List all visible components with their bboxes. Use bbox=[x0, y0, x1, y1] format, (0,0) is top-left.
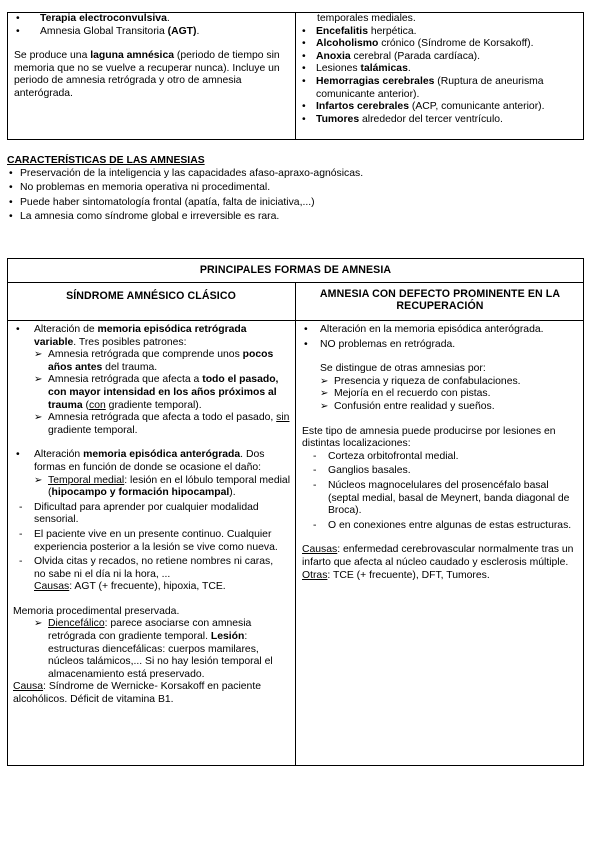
list-item: • Anoxia cerebral (Parada cardíaca). bbox=[300, 51, 582, 64]
list-item: • Amnesia Global Transitoria (AGT). bbox=[14, 26, 290, 39]
causas-line: Causas: AGT (+ frecuente), hipoxia, TCE. bbox=[34, 581, 226, 593]
list-item: - O en conexiones entre algunas de estas estructuras. bbox=[308, 520, 580, 533]
distinguish-text: Se distingue de otras amnesias por: bbox=[320, 363, 486, 375]
list-item: ➢ Confusión entre realidad y sueños. bbox=[320, 401, 580, 414]
list-item: • Infartos cerebrales (ACP, comunicante anterior). bbox=[300, 101, 582, 114]
list-item: • No problemas en memoria operativa ni procedimental. bbox=[7, 182, 587, 195]
list-item: ➢ Diencefálico: parece asociarse con amnesia retrógrada con gradiente temporal. Lesión: estructuras diencefálicas: cuerpos mamilares, núcleos talámicos,... Si no hay lesión temporal el almacenamiento está preservado. bbox=[34, 618, 290, 681]
list-item: • Tumores alrededor del tercer ventrículo. bbox=[300, 114, 582, 127]
procedural-memory: Memoria procedimental preservada. bbox=[13, 605, 180, 617]
characteristics-title: CARACTERÍSTICAS DE LAS AMNESIAS bbox=[7, 155, 205, 166]
causa-line: Causa: Síndrome de Wernicke- Korsakoff en paciente alcohólicos. Déficit de vitamina B1. bbox=[13, 681, 261, 706]
characteristics-list bbox=[7, 168, 587, 224]
list-item: ➢ Temporal medial: lesión en el lóbulo temporal medial (hipocampo y formación hipocampal). bbox=[34, 475, 290, 500]
right-column-header: AMNESIA CON DEFECTO PROMINENTE EN LA RECUPERACIÓN bbox=[319, 288, 561, 312]
list-item: - El paciente vive en un presente continuo. Cualquier experiencia posterior a la lesión se vive como nueva. bbox=[14, 529, 284, 554]
top-table-left-cell bbox=[14, 13, 290, 101]
top-table-right-cell bbox=[300, 13, 582, 126]
list-item: • La amnesia como síndrome global e irreversible es rara. bbox=[7, 211, 587, 224]
continuation-text: temporales mediales. bbox=[317, 13, 416, 24]
list-item: - Ganglios basales. bbox=[308, 465, 580, 478]
top-right-list bbox=[300, 26, 582, 127]
list-item: ➢ Presencia y riqueza de confabulaciones. bbox=[320, 376, 580, 389]
list-item: - Núcleos magnocelulares del prosencéfalo basal (septal medial, basal de Meynert, banda diagonal de Broca). bbox=[308, 480, 580, 518]
laguna-paragraph: Se produce una laguna amnésica (periodo de tiempo sin memoria que no se vuelve a recuperar nunca). Incluye un periodo de amnesia retrógrada y otro de amnesia anterógrada. bbox=[14, 50, 280, 99]
list-item: • Lesiones talámicas. bbox=[300, 63, 582, 76]
causas-paragraph: Causas: enfermedad cerebrovascular normalmente tras un infarto que afecta al núcleo caudado y esclerosis múltiple. Otras: TCE (+ frecuente), DFT, Tumores. bbox=[302, 544, 574, 581]
list-item: • Preservación de la inteligencia y las capacidades afaso-apraxo-agnósicas. bbox=[7, 168, 587, 181]
list-item: • Puede haber sintomatología frontal (apatía, falta de iniciativa,...) bbox=[7, 197, 587, 210]
lesion-intro: Este tipo de amnesia puede producirse por lesiones en distintas localizaciones: bbox=[302, 425, 556, 450]
right-column-content bbox=[302, 324, 580, 582]
list-item: • Alteración de memoria episódica retrógrada variable. Tres posibles patrones: bbox=[14, 324, 290, 349]
list-item: • Encefalitis herpética. bbox=[300, 26, 582, 39]
list-item: - Dificultad para aprender por cualquier modalidad sensorial. bbox=[14, 502, 284, 527]
list-item: ➢ Amnesia retrógrada que afecta a todo el pasado, con mayor intensidad en los años próximos al trauma (con gradiente temporal). bbox=[34, 374, 290, 412]
top-left-list bbox=[14, 13, 290, 38]
list-item: • Hemorragias cerebrales (Ruptura de aneurisma comunicante anterior). bbox=[300, 76, 582, 101]
list-item: • Alteración en la memoria episódica anterógrada. bbox=[302, 324, 580, 337]
main-table-divider bbox=[295, 282, 296, 766]
list-item: • Terapia electroconvulsiva. bbox=[14, 13, 290, 26]
list-item: • NO problemas en retrógrada. bbox=[302, 339, 580, 352]
list-item: • Alteración memoria episódica anterógrada. Dos formas en función de donde se ocasione el daño: bbox=[14, 449, 290, 474]
characteristics-section bbox=[7, 155, 587, 224]
list-item: ➢ Mejoría en el recuerdo con pistas. bbox=[320, 388, 580, 401]
list-item: ➢ Amnesia retrógrada que comprende unos pocos años antes del trauma. bbox=[34, 349, 290, 374]
list-item: • Alcoholismo crónico (Síndrome de Korsakoff). bbox=[300, 38, 582, 51]
list-item: - Olvida citas y recados, no retiene nombres ni caras, no sabe ni el día ni la hora, ... bbox=[14, 556, 284, 581]
left-column-content bbox=[14, 324, 290, 707]
main-table-title: PRINCIPALES FORMAS DE AMNESIA bbox=[199, 264, 392, 276]
top-table-divider bbox=[295, 12, 296, 140]
list-item: - Corteza orbitofrontal medial. bbox=[308, 451, 580, 464]
left-column-header: SÍNDROME AMNÉSICO CLÁSICO bbox=[66, 290, 236, 302]
list-item: ➢ Amnesia retrógrada que afecta a todo el pasado, sin gradiente temporal. bbox=[34, 412, 290, 437]
